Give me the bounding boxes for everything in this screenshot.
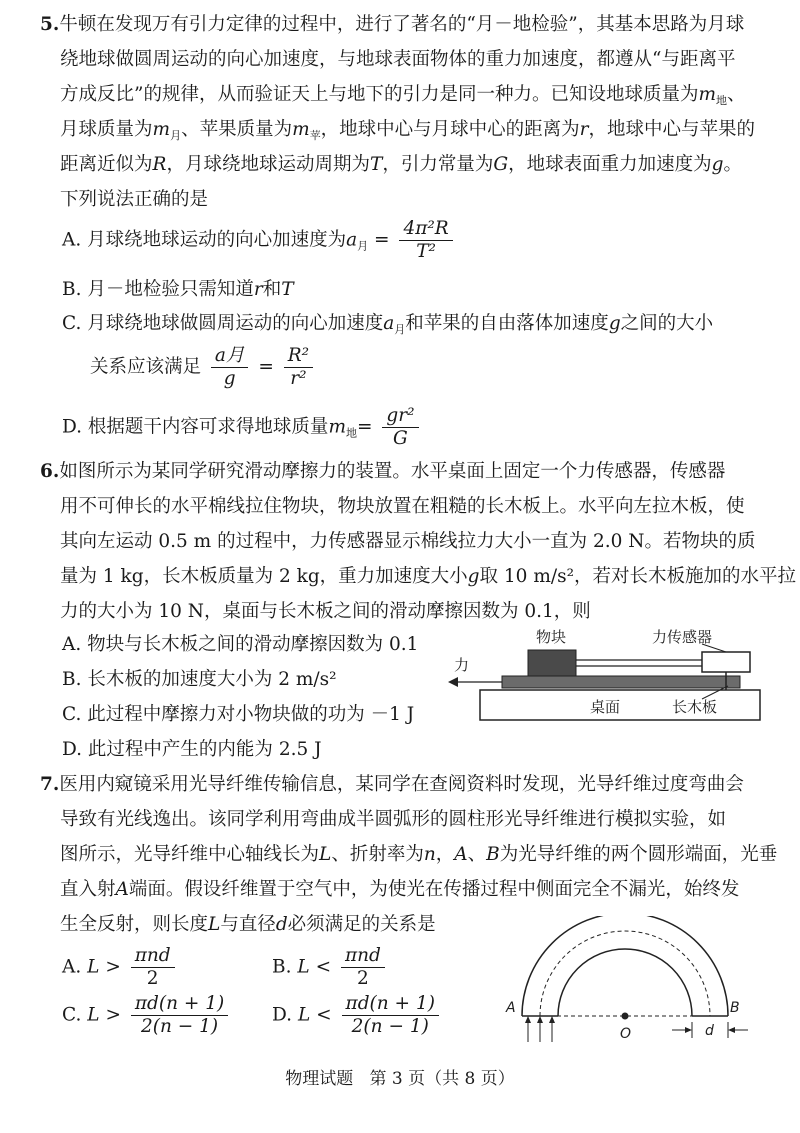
q7-line-2: 导致有光线逸出。该同学利用弯曲成半圆弧形的圆柱形光导纤维进行模拟实验，如: [60, 809, 727, 830]
footer-subject: 物理试题: [285, 1069, 354, 1089]
q5-c-fraction-left: $\frac{\text{a月}}{g}$: [211, 345, 249, 390]
q7-option-b: B. L < $\frac{\text{πnd}}{2}$: [272, 945, 389, 990]
q7-optical-fiber-figure: [500, 916, 750, 1046]
q6-line-1: 6.如图所示为某同学研究滑动摩擦力的装置。水平桌面上固定一个力传感器，传感器: [40, 461, 726, 482]
q6-line-4: 量为 1 kg，长木板质量为 2 kg，重力加速度大小g取 10 m/s²，若对长木板施加的水平拉: [60, 566, 797, 587]
board-shape: [502, 676, 740, 688]
q7-option-d: D. L < $\frac{\pi d(n + 1)}{2(n - 1)}$: [272, 993, 443, 1038]
q5-option-c-line-1: C. 月球绕地球做圆周运动的向心加速度$a_月$和苹果的自由落体加速度g之间的大小: [62, 313, 714, 336]
q6-option-a: A. 物块与长木板之间的滑动摩擦因数为 0.1: [62, 634, 419, 655]
q5-line-6: 下列说法正确的是: [60, 189, 209, 210]
q6-option-d: D. 此过程中产生的内能为 2.5 J: [62, 739, 322, 760]
center-point: [622, 1013, 629, 1020]
q5-option-b: B. 月－地检验只需知道r和T: [62, 279, 294, 300]
page-footer: [0, 1064, 800, 1089]
q5-c-fraction-right: $\frac{\text{R²}}{\text{r²}}$: [284, 345, 313, 390]
q6-option-b: B. 长木板的加速度大小为 2 m/s²: [62, 669, 337, 690]
center-label: O: [620, 1026, 632, 1042]
q7-option-a: A. L > $\frac{\text{πnd}}{2}$: [62, 945, 179, 990]
board-label: 长木板: [672, 698, 718, 716]
fiber-inner-arc: [558, 949, 692, 1016]
end-b-label: B: [730, 1000, 740, 1016]
block-shape: [528, 650, 576, 676]
d-arrow-left-head: [685, 1027, 692, 1033]
diameter-label: d: [705, 1023, 714, 1039]
q6-line-5: 力的大小为 10 N，桌面与长木板之间的滑动摩擦因数为 0.1，则: [60, 601, 591, 622]
q5-a-fraction: $\frac{\text{4π²R}}{\text{T²}}$: [399, 218, 452, 263]
fiber-axis-arc: [540, 931, 710, 1016]
sensor-shape: [702, 652, 750, 672]
sensor-leader-line: [702, 644, 726, 652]
q5-d-fraction: $\frac{\text{gr²}}{G}$: [382, 405, 418, 450]
block-label: 物块: [536, 628, 567, 646]
q5-line-4: 月球质量为$m_月$、苹果质量为$m_苹$，地球中心与月球中心的距离为r，地球中心与苹果的: [60, 119, 755, 142]
q7-line-4: 直入射A端面。假设纤维置于空气中，为使光在传播过程中侧面完全不漏光，始终发: [60, 879, 740, 900]
end-a-label: A: [506, 1000, 516, 1016]
q5-option-c-line-2: 关系应该满足 $\frac{\text{a月}}{g}$ = $\frac{\text{R²}}{\text{r²}}$: [90, 345, 317, 390]
d-arrow-right-head: [728, 1027, 735, 1033]
force-label: 力: [454, 656, 470, 674]
q5-number: 5.: [40, 14, 60, 35]
q5-line-3: 方成反比”的规律，从而验证天上与地下的引力是同一种力。已知设地球质量为$m_地$、: [60, 84, 746, 107]
incident-light-arrows: [525, 1016, 555, 1042]
q5-line-1: 5.牛顿在发现万有引力定律的过程中，进行了著名的“月－地检验”，其基本思路为月球: [40, 14, 745, 35]
sensor-label: 力传感器: [652, 628, 713, 646]
q7-line-3: 图所示，光导纤维中心轴线长为L、折射率为n，A、B为光导纤维的两个圆形端面，光垂: [60, 844, 778, 865]
q6-line-2: 用不可伸长的水平棉线拉住物块，物块放置在粗糙的长木板上。水平向左拉木板，使: [60, 496, 745, 517]
footer-page-number: 第 3 页（共 8 页）: [369, 1069, 515, 1089]
q7-line-5: 生全反射，则长度L与直径d必须满足的关系是: [60, 914, 436, 935]
table-label: 桌面: [590, 698, 621, 716]
q7-number: 7.: [40, 774, 60, 795]
q6-option-c: C. 此过程中摩擦力对小物块做的功为 －1 J: [62, 704, 415, 725]
q6-number: 6.: [40, 461, 60, 482]
q5-line-2: 绕地球做圆周运动的向心加速度，与地球表面物体的重力加速度，都遵从“与距离平: [60, 49, 736, 70]
q5-option-d: D. 根据题干内容可求得地球质量$m_地=$ $\frac{\text{gr²}}{G}$: [62, 405, 423, 450]
force-arrow-head: [448, 677, 458, 687]
q5-option-a: A. 月球绕地球运动的向心加速度为$a_月$ = $\frac{\text{4π²R}}{\text{T²}}$: [62, 218, 457, 263]
q7-option-c: C. L > $\frac{\pi d(n + 1)}{2(n - 1)}$: [62, 993, 232, 1038]
q6-line-3: 其向左运动 0.5 m 的过程中，力传感器显示棉线拉力大小一直为 2.0 N。若物块的质: [60, 531, 756, 552]
q5-line-5: 距离近似为R，月球绕地球运动周期为T，引力常量为G，地球表面重力加速度为g。: [60, 154, 742, 175]
q6-friction-apparatus-figure: [440, 622, 770, 732]
q7-line-1: 7.医用内窥镜采用光导纤维传输信息，某同学在查阅资料时发现，光导纤维过度弯曲会: [40, 774, 744, 795]
